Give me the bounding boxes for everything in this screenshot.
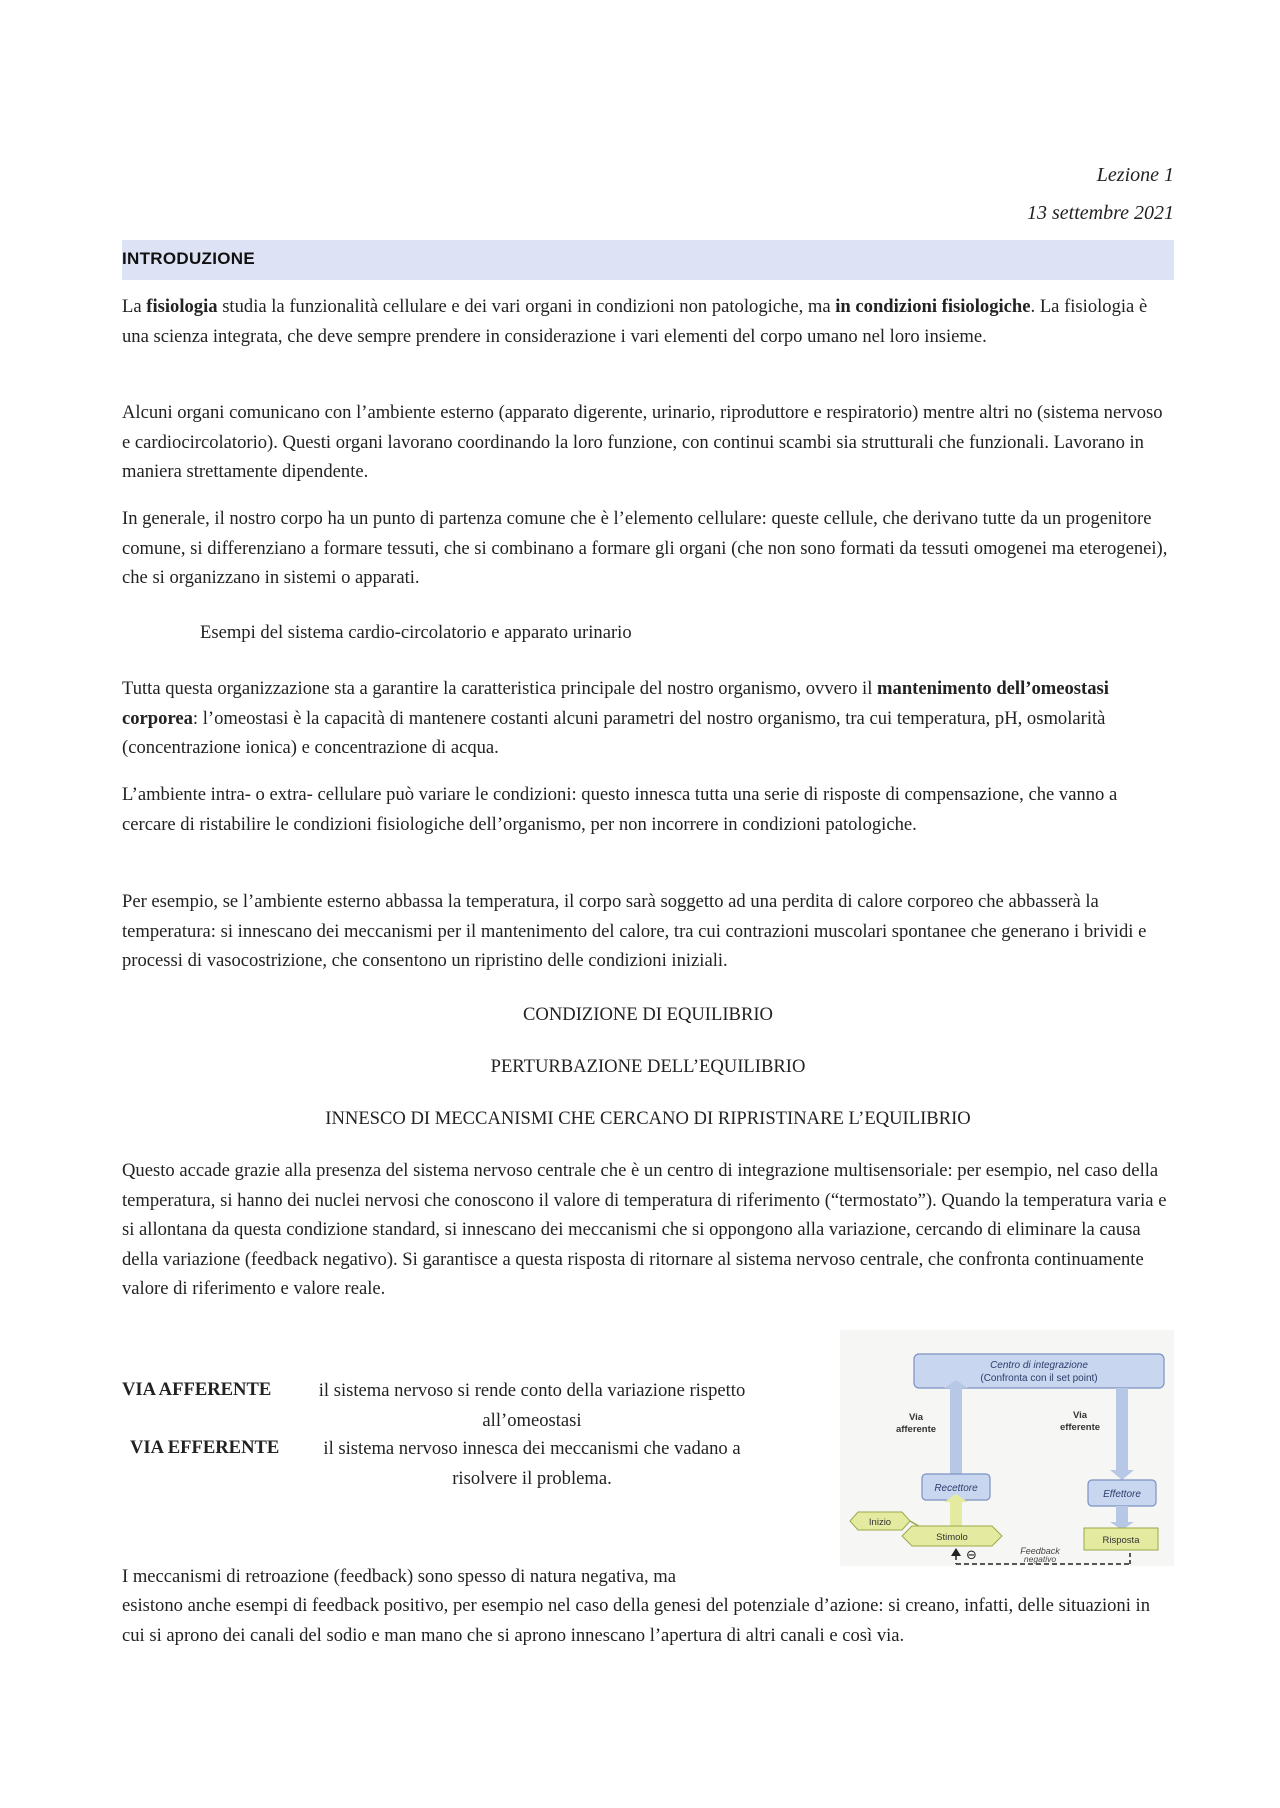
paragraph-feedback-positivo: esistono anche esempi di feedback positivo, per esempio nel caso della genesi del potenziale d’azione: si creano, infatti, delle situazioni in cui si aprono dei canali del sodio e man mano che si aprono innescano l’apertura di altri canali e così via.: [122, 1595, 1150, 1646]
paragraph-ambiente: L’ambiente intra- o extra- cellulare può variare le condizioni: questo innesca tutta una serie di risposte di compensazione, che vanno a cercare di ristabilire le condizioni fisiologiche dell’organismo, per non incorrere in condizioni patologiche.: [122, 784, 1118, 835]
paragraph-organi: Alcuni organi comunicano con l’ambiente esterno (apparato digerente, urinario, riproduttore e respiratorio) mentre altri no (sistema nervoso e cardiocircolatorio). Questi organi lavorano coordinando la loro funzione, con continui scambi sia strutturali che funzionali. Lavorano in maniera strettamente dipendente.: [122, 402, 1163, 482]
section-heading-bar: [122, 240, 1174, 280]
text-segment: Tutta questa organizzazione sta a garantire la caratteristica principale del nostro organismo, ovvero il: [122, 678, 878, 699]
centered-line-perturbazione: PERTURBAZIONE DELL’EQUILIBRIO: [490, 1056, 806, 1077]
afferent-arrow-shaft: [950, 1388, 962, 1474]
paragraph-omeostasi: [122, 674, 1174, 763]
paragraph-feedback-start: I meccanismi di retroazione (feedback) sono spesso di natura negativa, ma: [122, 1566, 676, 1587]
response-arrow-shaft: [1116, 1506, 1128, 1524]
text-segment: La: [122, 296, 147, 317]
feedback-label-2: negativo: [1023, 1554, 1057, 1564]
effettore-label: Effettore: [1103, 1489, 1141, 1500]
stimolo-label: Stimolo: [936, 1532, 968, 1543]
via-efferente-label-2: efferente: [1059, 1422, 1101, 1433]
centered-line-equilibrio: CONDIZIONE DI EQUILIBRIO: [523, 1004, 773, 1025]
text-segment: . La fisiologia è una scienza integrata, che deve sempre prendere in considerazione i vari elementi del corpo umano nel loro insieme.: [122, 296, 1148, 347]
recettore-label: Recettore: [934, 1483, 978, 1494]
document-page: [122, 0, 1174, 1808]
bold-term: in condizioni fisiologiche: [835, 296, 1031, 317]
paragraph-sistema-nervoso: Questo accade grazie alla presenza del sistema nervoso centrale che è un centro di integrazione multisensoriale: per esempio, nel caso della temperatura, si hanno dei nuclei nervosi che conoscono il valore di temperatura di riferimento (“termostato”). Quando la temperatura varia e si allontana da questa condizione standard, si innescano dei meccanismi che si oppongono alla variazione, cercando di eliminare la causa della variazione (feedback negativo). Si garantisce a questa risposta di ritornare al sistema nervoso centrale, che confronta continuamente valore di riferimento e valore reale.: [122, 1160, 1167, 1299]
lesson-number: Lezione 1: [1096, 164, 1174, 186]
bold-term: fisiologia: [146, 296, 218, 317]
efferent-arrow-shaft: [1116, 1388, 1128, 1472]
indented-examples-line: Esempi del sistema cardio-circolatorio e apparato urinario: [200, 622, 632, 643]
paragraph-esempio-temperatura: Per esempio, se l’ambiente esterno abbassa la temperatura, il corpo sarà soggetto ad una perdita di calore corporeo che abbasserà la temperatura: si innescano dei meccanismi per il mantenimento del calore, tra cui contrazioni muscolari spontanee che generano i brividi e processi di vasocostrizione, che consentono un ripristino delle condizioni iniziali.: [122, 891, 1147, 971]
feedback-label-1: Feedback: [1020, 1546, 1060, 1556]
lesson-date: 13 settembre 2021: [1026, 202, 1174, 224]
via-efferente-term: VIA EFFERENTE: [130, 1437, 280, 1458]
text-segment: : l’omeostasi è la capacità di mantenere costanti alcuni parametri del nostro organismo, tra cui temperatura, pH, osmolarità (concentrazione ionica) e concentrazione di acqua.: [122, 707, 1106, 758]
via-afferente-desc: il sistema nervoso si rende conto della variazione rispetto all’omeostasi: [318, 1380, 746, 1431]
risposta-label: Risposta: [1102, 1535, 1140, 1546]
stimulus-arrow-shaft: [950, 1500, 962, 1526]
via-afferente-label-2: afferente: [895, 1424, 937, 1435]
centered-line-innesco: INNESCO DI MECCANISMI CHE CERCANO DI RIPRISTINARE L’EQUILIBRIO: [325, 1108, 971, 1129]
feedback-diagram-svg: [840, 1330, 1174, 1566]
inizio-label: Inizio: [868, 1517, 892, 1528]
text-segment: studia la funzionalità cellulare e dei vari organi in condizioni non patologiche, ma: [217, 296, 836, 317]
paragraph-fisiologia: [122, 292, 1174, 351]
section-title: INTRODUZIONE: [122, 249, 255, 268]
paragraph-cellule: In generale, il nostro corpo ha un punto di partenza comune che è l’elemento cellulare: queste cellule, che derivano tutte da un progenitore comune, si differenziano a formare tessuti, che si combinano a formare gli organi (che non sono formati da tessuti omogenei ma eterogenei), che si organizzano in sistemi o apparati.: [122, 508, 1168, 588]
integration-center-title: Centro di integrazione: [990, 1360, 1088, 1371]
via-afferente-term: VIA AFFERENTE: [122, 1379, 272, 1400]
via-efferente-desc: il sistema nervoso innesca dei meccanismi che vadano a risolvere il problema.: [323, 1438, 741, 1489]
integration-center-subtitle: (Confronta con il set point): [980, 1373, 1098, 1384]
minus-sign-icon: ⊖: [966, 1547, 977, 1562]
bold-term: mantenimento dell’omeostasi corporea: [122, 678, 1109, 729]
via-efferente-label-1: Via: [1072, 1410, 1088, 1421]
feedback-diagram: [840, 1330, 1174, 1566]
via-afferente-label-1: Via: [908, 1412, 924, 1423]
